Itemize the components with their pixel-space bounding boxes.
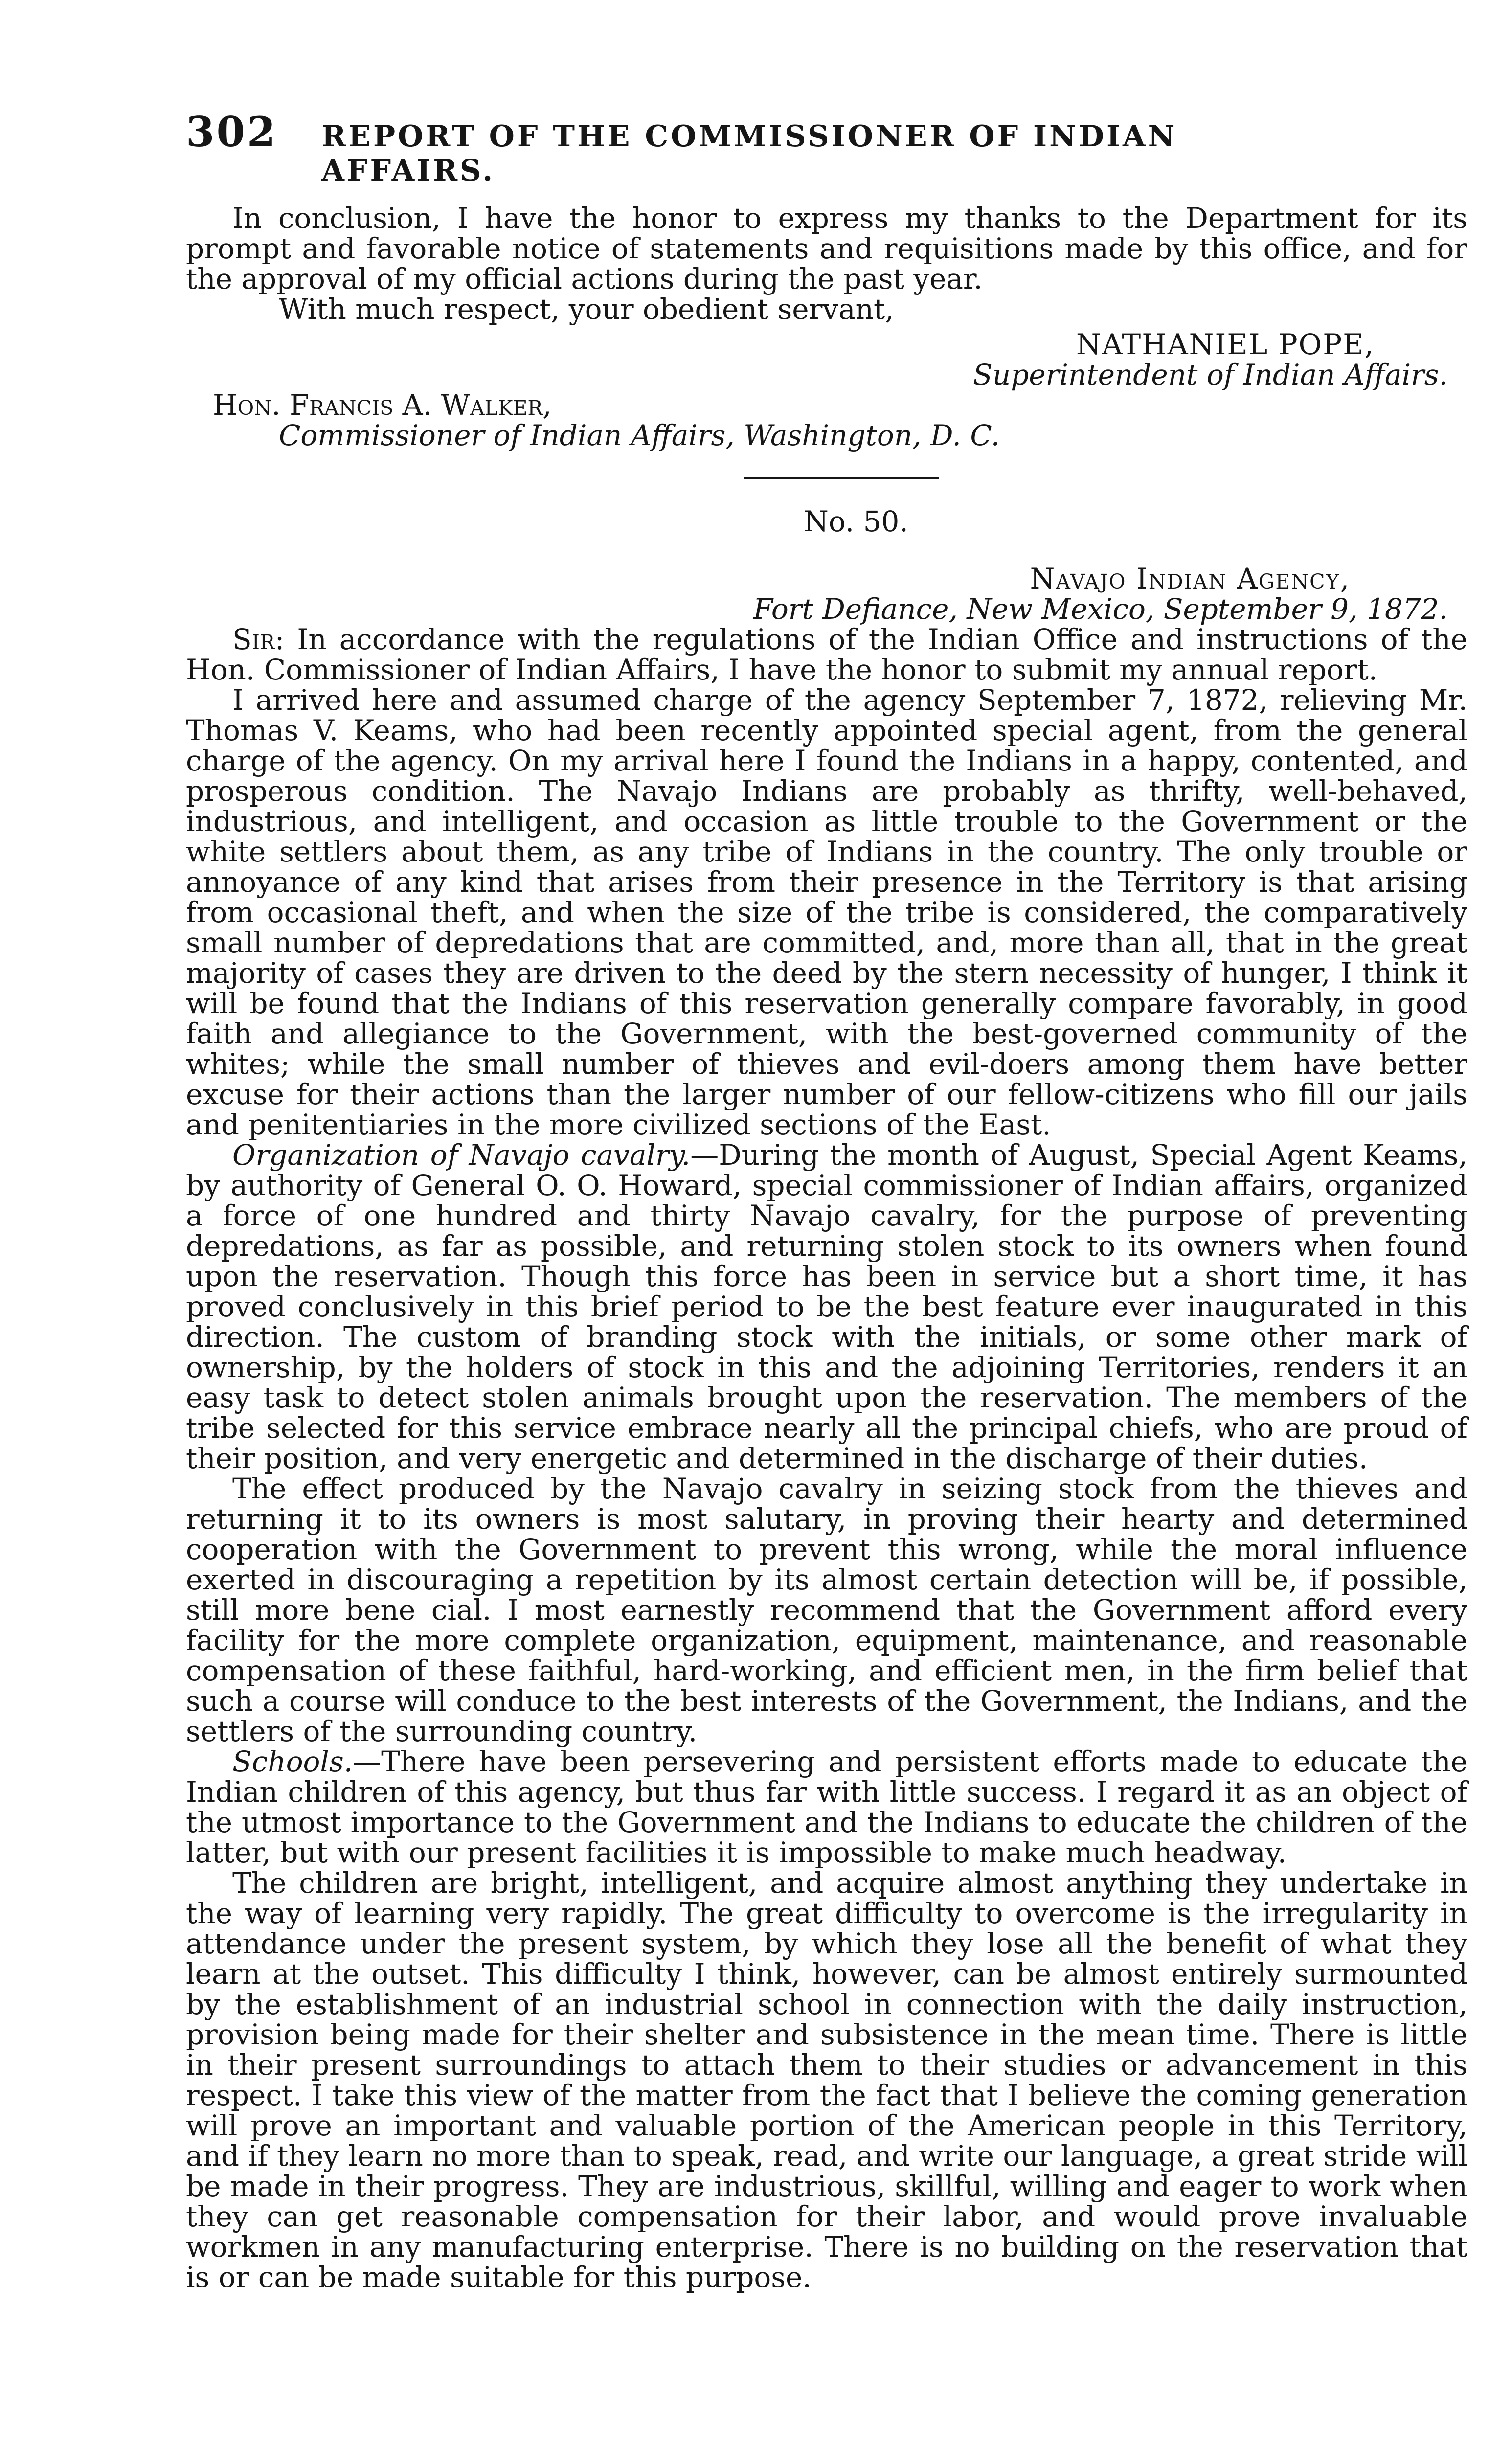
page-body: [186, 203, 1467, 2292]
signer-name: NATHANIEL POPE,: [1076, 328, 1375, 361]
salutation-text: In accordance with the regulations of the Indian Office and instructions of the Hon. Commissioner of Indian Affairs, I have the honor to submit my annual report.: [186, 623, 1468, 686]
paragraph-schools: [186, 1746, 1467, 1868]
addressee-name: Hon. Francis A. Walker,: [213, 388, 552, 422]
signature-block: [186, 329, 1467, 390]
paragraph-cavalry-text: —During the month of August, Special Agent Keams, by authority of General O. O. Howard, special commissioner of Indian affairs, organized a force of one hundred and thirty Navajo cavalry, for the purpose of preventing depredations, as far as possible, and returning stolen stock to its owners when found upon the reservation. Though this force has been in service but a short time, it has proved conclusively in this brief period to be the best feature ever inaugurated in this direction. The custom of branding stock with the initials, or some other mark of ownership, by the holders of stock in this and the adjoining Territories, renders it an easy task to detect stolen animals brought upon the reservation. The members of the tribe selected for this service embrace nearly all the principal chiefs, who are proud of their position, and very energetic and determined in the discharge of their duties.: [186, 1138, 1467, 1475]
salutation: Sir:: [232, 623, 285, 656]
paragraph-effect: The effect produced by the Navajo cavalry in seizing stock from the thieves and returning it to its owners is most salutary, in proving their hearty and determined cooperation with the Government to prevent this wrong, while the moral influence exerted in discouraging a repetition by its almost certain detection will be, if possible, still more bene cial. I most earnestly recommend that the Government afford every facility for the more complete organization, equipment, maintenance, and reasonable compensation of these faithful, hard-working, and efficient men, in the firm belief that such a course will conduce to the best interests of the Government, the Indians, and the settlers of the surrounding country.: [186, 1472, 1467, 1748]
agency-heading: Navajo Indian Agency,: [1030, 562, 1350, 595]
page-number: 302: [186, 108, 278, 156]
valediction: With much respect, your obedient servant,: [279, 293, 894, 326]
paragraph-cavalry: [186, 1140, 1467, 1473]
paragraph-children: The children are bright, intelligent, and acquire almost anything they undertake in the way of learning very rapidly. The great difficulty to overcome is the irregularity in attendance under the present system, by which they lose all the benefit of what they learn at the outset. This difficulty I think, however, can be almost entirely surmounted by the establishment of an industrial school in connection with the daily instruction, provision being made for their shelter and subsistence in the mean time. There is little in their present surroundings to attach them to their studies or advancement in this respect. I take this view of the matter from the fact that I believe the coming generation will prove an important and valuable portion of the American people in this Territory, and if they learn no more than to speak, read, and write our language, a great stride will be made in their progress. They are industrious, skillful, willing and eager to work when they can get reasonable compensation for their labor, and would prove invaluable workmen in any manufacturing enterprise. There is no building on the reservation that is or can be made suitable for this purpose.: [186, 1866, 1467, 2294]
section-divider: [744, 477, 939, 479]
addressee-title: Commissioner of Indian Affairs, Washington, D. C.: [279, 419, 1000, 452]
closing-paragraph: In conclusion, I have the honor to express my thanks to the Department for its prompt and favorable notice of statements and requisitions made by this office, and for the approval of my official actions during the past year.: [186, 202, 1467, 295]
paragraph-arrival: I arrived here and assumed charge of the agency September 7, 1872, relieving Mr. Thomas V. Keams, who had been recently appointed special agent, from the general charge of the agency. On my arrival here I found the Indians in a happy, contented, and prosperous condition. The Navajo Indians are probably as thrifty, well-behaved, industrious, and intelligent, and occasion as little trouble to the Government or the white settlers about them, as any tribe of Indians in the country. The only trouble or annoyance of any kind that arises from their presence in the Territory is that arising from occasional theft, and when the size of the tribe is considered, the comparatively small number of depredations that are committed, and, more than all, that in the great majority of cases they are driven to the deed by the stern necessity of hunger, I think it will be found that the Indians of this reservation generally compare favorably, in good faith and allegiance to the Government, with the best-governed community of the whites; while the small number of thieves and evil-doers among them have better excuse for their actions than the larger number of our fellow-citizens who fill our jails and penitentiaries in the more civilized sections of the East.: [186, 683, 1467, 1141]
paragraph-schools-text: —There have been persevering and persistent efforts made to educate the Indian children of this agency, but thus far with little success. I regard it as an object of the utmost importance to the Government and the Indians to educate the children of the latter, but with our present facilities it is impossible to make much headway.: [186, 1745, 1467, 1869]
section-heading-schools: Schools.: [232, 1745, 353, 1778]
running-head: REPORT OF THE COMMISSIONER OF INDIAN AFFAIRS.: [321, 119, 1177, 188]
signer-title: Superintendent of Indian Affairs.: [973, 358, 1448, 391]
document-number: No. 50.: [804, 505, 908, 538]
salutation-paragraph: [186, 624, 1467, 685]
dateline: Fort Defiance, New Mexico, September 9, 1872.: [753, 592, 1448, 626]
section-heading-cavalry: Organization of Navajo cavalry.: [232, 1138, 691, 1172]
page-header: [186, 108, 1350, 188]
